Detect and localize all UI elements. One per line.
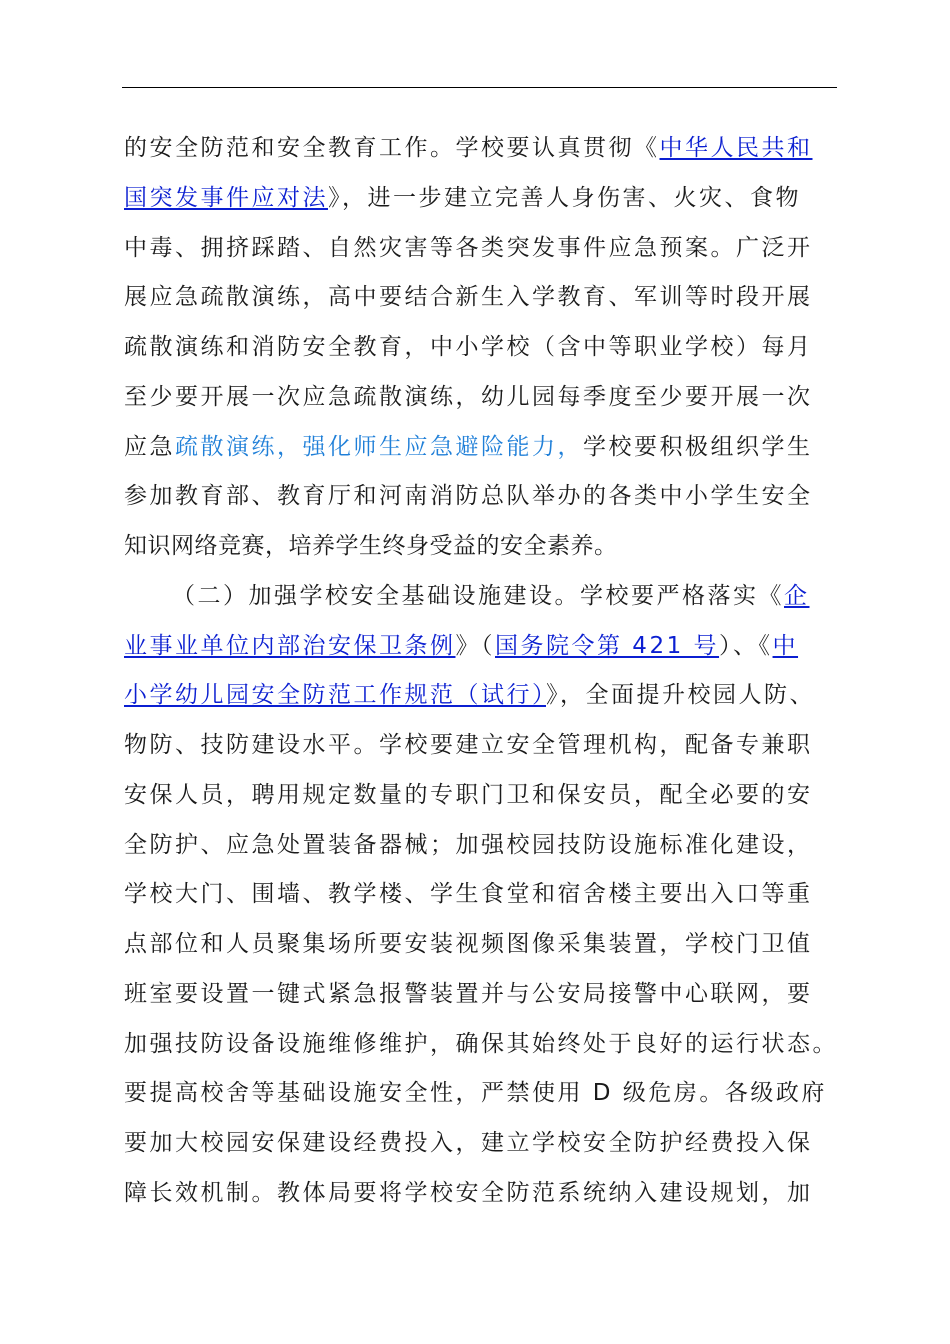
text-segment: 的安全防范和安全教育工作。学校要认真贯彻《 bbox=[124, 135, 660, 161]
text-segment: 》（ bbox=[455, 632, 495, 659]
text-line bbox=[124, 879, 813, 909]
highlighted-text: 疏散演练，强化师生应急避险能力， bbox=[175, 433, 583, 460]
doc-link[interactable]: 企 bbox=[784, 582, 810, 609]
text-line bbox=[172, 581, 810, 611]
text-line bbox=[124, 830, 813, 860]
text-line bbox=[124, 531, 618, 561]
text-line bbox=[124, 1178, 813, 1208]
text-segment: 展应急疏散演练，高中要结合新生入学教育、军训等时段开展 bbox=[124, 284, 813, 311]
text-segment: ）、《 bbox=[719, 632, 773, 659]
text-segment: 全防护、应急处置装备器械；加强校园技防设施标准化建设， bbox=[124, 831, 813, 858]
text-segment: 学校大门、围墙、教学楼、学生食堂和宿舍楼主要出入口等重 bbox=[124, 881, 813, 908]
text-segment: 中毒、拥挤踩踏、自然灾害等各类突发事件应急预案。广泛开 bbox=[124, 234, 813, 261]
text-segment: 学校要积极组织学生 bbox=[583, 433, 813, 460]
text-segment: 》，全面提升校园人防、 bbox=[546, 682, 815, 709]
text-segment: （二）加强学校安全基础设施建设。学校要严格落实《 bbox=[172, 582, 784, 609]
text-segment: 》，进一步建立完善人身伤害、火灾、食物 bbox=[328, 184, 801, 211]
text-segment: 障长效机制。教体局要将学校安全防范系统纳入建设规划，加 bbox=[124, 1179, 813, 1206]
text-line bbox=[124, 481, 813, 511]
text-segment: 要提高校舍等基础设施安全性，严禁使用 D 级危房。各级政府 bbox=[124, 1080, 827, 1107]
text-segment: 应急 bbox=[124, 433, 175, 460]
text-line bbox=[124, 332, 813, 362]
text-line bbox=[124, 1078, 827, 1108]
text-line bbox=[124, 183, 801, 213]
text-segment: 要加大校园安保建设经费投入，建立学校安全防护经费投入保 bbox=[124, 1130, 813, 1156]
text-line bbox=[124, 1029, 838, 1059]
doc-link[interactable]: 小学幼儿园安全防范工作规范（试行） bbox=[124, 682, 546, 709]
text-segment: 安保人员，聘用规定数量的专职门卫和保安员，配全必要的安 bbox=[124, 781, 813, 808]
doc-link[interactable]: 中华人民共和 bbox=[659, 135, 813, 161]
text-segment: 疏散演练和消防安全教育，中小学校（含中等职业学校）每月 bbox=[124, 334, 813, 360]
doc-link[interactable]: 国务院令第 421 号 bbox=[495, 632, 720, 659]
header-rule bbox=[122, 87, 837, 88]
text-line bbox=[124, 432, 813, 462]
text-line bbox=[124, 1128, 813, 1158]
text-line bbox=[124, 979, 813, 1009]
text-segment: 参加教育部、教育厅和河南消防总队举办的各类中小学生安全 bbox=[124, 483, 813, 510]
text-segment: 知识网络竞赛，培养学生终身受益的安全素养。 bbox=[124, 533, 618, 559]
text-segment: 班室要设置一键式紧急报警装置并与公安局接警中心联网，要 bbox=[124, 980, 813, 1007]
text-segment: 点部位和人员聚集场所要安装视频图像采集装置，学校门卫值 bbox=[124, 931, 813, 957]
doc-link[interactable]: 国突发事件应对法 bbox=[124, 184, 328, 211]
text-line bbox=[124, 282, 813, 312]
text-segment: 至少要开展一次应急疏散演练，幼儿园每季度至少要开展一次 bbox=[124, 383, 813, 410]
text-line bbox=[124, 730, 813, 760]
text-line bbox=[124, 929, 813, 959]
text-segment: 加强技防设备设施维修维护，确保其始终处于良好的运行状态。 bbox=[124, 1030, 838, 1057]
doc-link[interactable]: 业事业单位内部治安保卫条例 bbox=[124, 632, 456, 659]
text-line bbox=[124, 631, 798, 661]
text-line bbox=[124, 382, 813, 412]
text-line bbox=[124, 133, 813, 163]
text-segment: 物防、技防建设水平。学校要建立安全管理机构，配备专兼职 bbox=[124, 732, 813, 758]
doc-link[interactable]: 中 bbox=[772, 632, 799, 659]
text-line bbox=[124, 680, 815, 710]
text-line bbox=[124, 233, 813, 263]
text-line bbox=[124, 780, 813, 810]
